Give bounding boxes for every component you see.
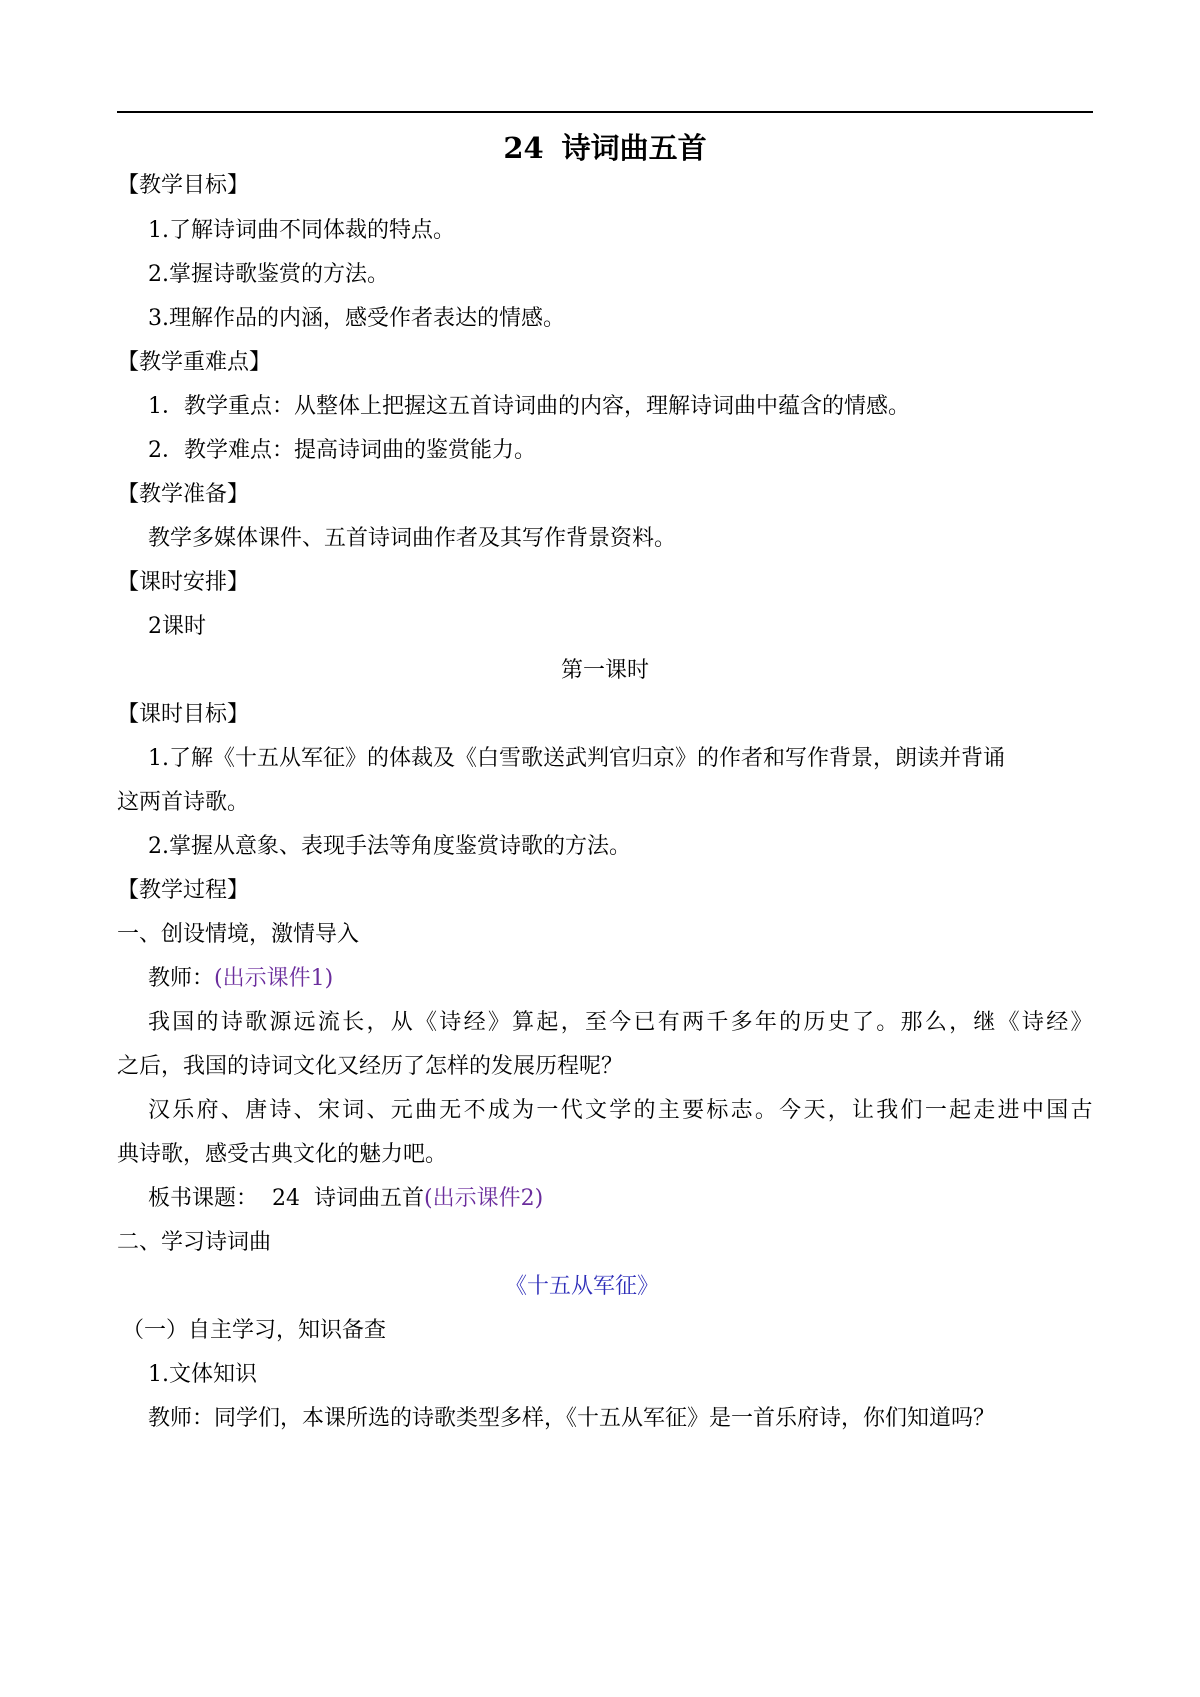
poem-title: 《十五从军征》 (504, 1274, 659, 1299)
goal-item-3: 3.理解作品的内涵，感受作者表达的情感。 (148, 306, 565, 331)
heading-teaching-goals: 【教学目标】 (117, 173, 250, 198)
lesson-goal-1-line-2: 这两首诗歌。 (117, 790, 250, 815)
heading-key-points: 【教学重难点】 (117, 350, 272, 375)
paragraph-1-line-2: 之后，我国的诗词文化又经历了怎样的发展历程呢？ (117, 1054, 624, 1079)
lesson-goal-1-line-1: 1.了解《十五从军征》的体裁及《白雪歌送武判官归京》的作者和写作背景，朗读并背诵 (148, 746, 1005, 771)
section-2-heading: 二、学习诗词曲 (117, 1230, 272, 1255)
schedule-text: 2课时 (148, 614, 206, 639)
subsection-1-heading: （一）自主学习，知识备查 (122, 1318, 387, 1343)
heading-lesson-goals: 【课时目标】 (117, 702, 250, 727)
teacher-line (117, 964, 1124, 994)
lesson-title: 第一课时 (560, 658, 649, 683)
lesson-goal-2: 2.掌握从意象、表现手法等角度鉴赏诗歌的方法。 (148, 834, 631, 859)
preparation-text: 教学多媒体课件、五首诗词曲作者及其写作背景资料。 (148, 526, 677, 551)
teacher-question: 教师：同学们，本课所选的诗歌类型多样，《十五从军征》是一首乐府诗，你们知道吗？ (148, 1406, 996, 1431)
courseware-note-1: (出示课件1) (214, 966, 334, 991)
key-point-1: 1．教学重点：从整体上把握这五首诗词曲的内容，理解诗词曲中蕴含的情感。 (148, 394, 910, 419)
heading-preparation: 【教学准备】 (117, 482, 250, 507)
title-number: 24 (503, 131, 544, 165)
heading-schedule: 【课时安排】 (117, 570, 250, 595)
teacher-label: 教师： (148, 966, 215, 991)
paragraph-2-line-1 (117, 1096, 1093, 1126)
goal-item-2: 2.掌握诗歌鉴赏的方法。 (148, 262, 389, 287)
section-1-heading: 一、创设情境，激情导入 (117, 922, 360, 947)
goal-item-1: 1.了解诗词曲不同体裁的特点。 (148, 218, 455, 243)
paragraph-1-line-1-text: 我国的诗歌源远流长，从《诗经》算起，至今已有两千多年的历史了。那么，继《诗经》 (148, 1010, 1093, 1035)
key-point-2: 2．教学难点：提高诗词曲的鉴赏能力。 (148, 438, 536, 463)
heading-process: 【教学过程】 (117, 878, 250, 903)
paragraph-1-line-1 (117, 1008, 1093, 1038)
title-text: 诗词曲五首 (561, 131, 707, 165)
courseware-note-2: (出示课件2) (424, 1186, 544, 1211)
paragraph-2-line-2: 典诗歌，感受古典文化的魅力吧。 (117, 1142, 448, 1167)
board-title-line (117, 1184, 1124, 1214)
item-genre-knowledge: 1.文体知识 (148, 1362, 257, 1387)
paragraph-2-line-1-text: 汉乐府、唐诗、宋词、元曲无不成为一代文学的主要标志。今天，让我们一起走进中国古 (148, 1098, 1093, 1123)
header-rule (117, 111, 1093, 113)
page-title (117, 128, 1093, 168)
board-label: 板书课题： (148, 1186, 259, 1211)
board-text: 诗词曲五首 (314, 1186, 425, 1211)
board-number: 24 (272, 1186, 301, 1211)
